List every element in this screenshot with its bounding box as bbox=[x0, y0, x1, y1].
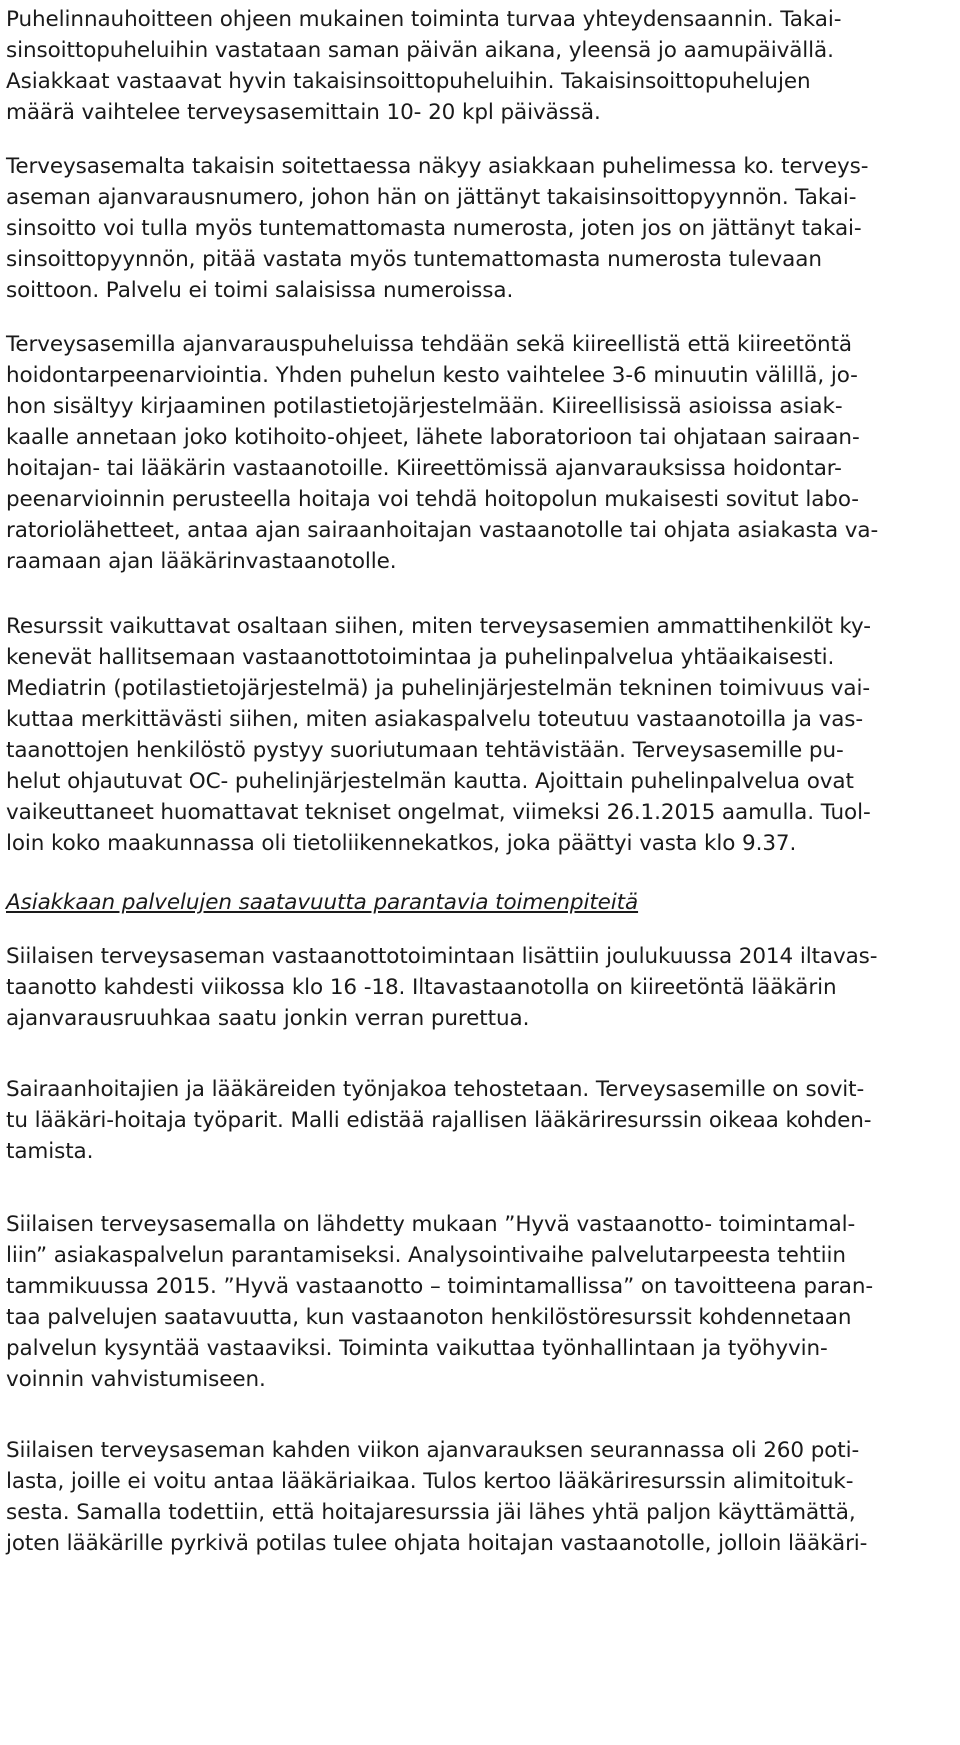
paragraph-line: taanottojen henkilöstö pystyy suoriutumaan tehtävistään. Terveysasemille pu- bbox=[6, 738, 844, 763]
paragraph-line: tamista. bbox=[6, 1139, 94, 1164]
paragraph-line: sinsoittopuheluihin vastataan saman päivän aikana, yleensä jo aamupäivällä. bbox=[6, 38, 834, 63]
paragraph-line: lasta, joille ei voitu antaa lääkäriaikaa. Tulos kertoo lääkäriresurssin alimitoituk- bbox=[6, 1469, 854, 1494]
paragraph-line: raamaan ajan lääkärinvastaanotolle. bbox=[6, 549, 397, 574]
paragraph-line: sinsoittopyynnön, pitää vastata myös tuntemattomasta numerosta tulevaan bbox=[6, 247, 822, 272]
paragraph-line: tammikuussa 2015. ”Hyvä vastaanotto – toimintamallissa” on tavoitteena paran- bbox=[6, 1274, 873, 1299]
paragraph-line: Asiakkaat vastaavat hyvin takaisinsoittopuheluihin. Takaisinsoittopuhelujen bbox=[6, 69, 811, 94]
paragraph-line: soittoon. Palvelu ei toimi salaisissa numeroissa. bbox=[6, 278, 514, 303]
paragraph-line: Siilaisen terveysaseman vastaanottotoimintaan lisättiin joulukuussa 2014 iltavas- bbox=[6, 944, 878, 969]
paragraph-line: aseman ajanvarausnumero, johon hän on jättänyt takaisinsoittopyynnön. Takai- bbox=[6, 185, 857, 210]
paragraph-line: tu lääkäri-hoitaja työparit. Malli edistää rajallisen lääkäriresurssin oikeaa kohden- bbox=[6, 1108, 872, 1133]
paragraph-line: sesta. Samalla todettiin, että hoitajaresurssia jäi lähes yhtä paljon käyttämättä, bbox=[6, 1500, 856, 1525]
paragraph-line: Terveysasemilla ajanvarauspuheluissa tehdään sekä kiireellistä että kiireetöntä bbox=[6, 332, 852, 357]
paragraph-line: taa palvelujen saatavuutta, kun vastaanoton henkilöstöresurssit kohdennetaan bbox=[6, 1305, 852, 1330]
paragraph-line: vaikeuttaneet huomattavat tekniset ongelmat, viimeksi 26.1.2015 aamulla. Tuol- bbox=[6, 800, 871, 825]
heading-line: Asiakkaan palvelujen saatavuutta parantavia toimenpiteitä bbox=[6, 890, 639, 915]
paragraph-line: ratoriolähetteet, antaa ajan sairaanhoitajan vastaanotolle tai ohjata asiakasta va- bbox=[6, 518, 879, 543]
paragraph-line: Resurssit vaikuttavat osaltaan siihen, miten terveysasemien ammattihenkilöt ky- bbox=[6, 614, 871, 639]
paragraph-line: Puhelinnauhoitteen ohjeen mukainen toiminta turvaa yhteydensaannin. Takai- bbox=[6, 7, 842, 32]
paragraph-line: liin” asiakaspalvelun parantamiseksi. Analysointivaihe palvelutarpeesta tehtiin bbox=[6, 1243, 846, 1268]
paragraph-line: Mediatrin (potilastietojärjestelmä) ja puhelinjärjestelmän tekninen toimivuus vai- bbox=[6, 676, 871, 701]
paragraph-line: joten lääkärille pyrkivä potilas tulee ohjata hoitajan vastaanotolle, jolloin lääkäri- bbox=[6, 1531, 868, 1556]
paragraph-line: ajanvarausruuhkaa saatu jonkin verran purettua. bbox=[6, 1006, 530, 1031]
paragraph-line: kuttaa merkittävästi siihen, miten asiakaspalvelu toteutuu vastaanotoilla ja vas- bbox=[6, 707, 864, 732]
paragraph-line: sinsoitto voi tulla myös tuntemattomasta numerosta, joten jos on jättänyt takai- bbox=[6, 216, 862, 241]
paragraph-line: taanotto kahdesti viikossa klo 16 -18. Iltavastaanotolla on kiireetöntä lääkärin bbox=[6, 975, 837, 1000]
paragraph-line: määrä vaihtelee terveysasemittain 10- 20 kpl päivässä. bbox=[6, 100, 601, 125]
paragraph-line: hon sisältyy kirjaaminen potilastietojärjestelmään. Kiireellisissä asioissa asiak- bbox=[6, 394, 843, 419]
paragraph-line: kenevät hallitsemaan vastaanottotoimintaa ja puhelinpalvelua yhtäaikaisesti. bbox=[6, 645, 835, 670]
paragraph-line: Sairaanhoitajien ja lääkäreiden työnjakoa tehostetaan. Terveysasemille on sovit- bbox=[6, 1077, 865, 1102]
paragraph-line: palvelun kysyntää vastaaviksi. Toiminta vaikuttaa työnhallintaan ja työhyvin- bbox=[6, 1336, 828, 1361]
paragraph-line: hoitajan- tai lääkärin vastaanotoille. Kiireettömissä ajanvarauksissa hoidontar- bbox=[6, 456, 842, 481]
paragraph-line: loin koko maakunnassa oli tietoliikennekatkos, joka päättyi vasta klo 9.37. bbox=[6, 831, 797, 856]
paragraph-line: voinnin vahvistumiseen. bbox=[6, 1367, 266, 1392]
paragraph-line: Terveysasemalta takaisin soitettaessa näkyy asiakkaan puhelimessa ko. terveys- bbox=[6, 154, 869, 179]
paragraph-line: helut ohjautuvat OC- puhelinjärjestelmän kautta. Ajoittain puhelinpalvelua ovat bbox=[6, 769, 854, 794]
paragraph-line: kaalle annetaan joko kotihoito-ohjeet, lähete laboratorioon tai ohjataan sairaan- bbox=[6, 425, 860, 450]
paragraph-line: hoidontarpeenarviointia. Yhden puhelun kesto vaihtelee 3-6 minuutin välillä, jo- bbox=[6, 363, 858, 388]
paragraph-line: Siilaisen terveysasemalla on lähdetty mukaan ”Hyvä vastaanotto- toimintamal- bbox=[6, 1212, 856, 1237]
paragraph-line: Siilaisen terveysaseman kahden viikon ajanvarauksen seurannassa oli 260 poti- bbox=[6, 1438, 860, 1463]
paragraph-line: peenarvioinnin perusteella hoitaja voi tehdä hoitopolun mukaisesti sovitut labo- bbox=[6, 487, 859, 512]
